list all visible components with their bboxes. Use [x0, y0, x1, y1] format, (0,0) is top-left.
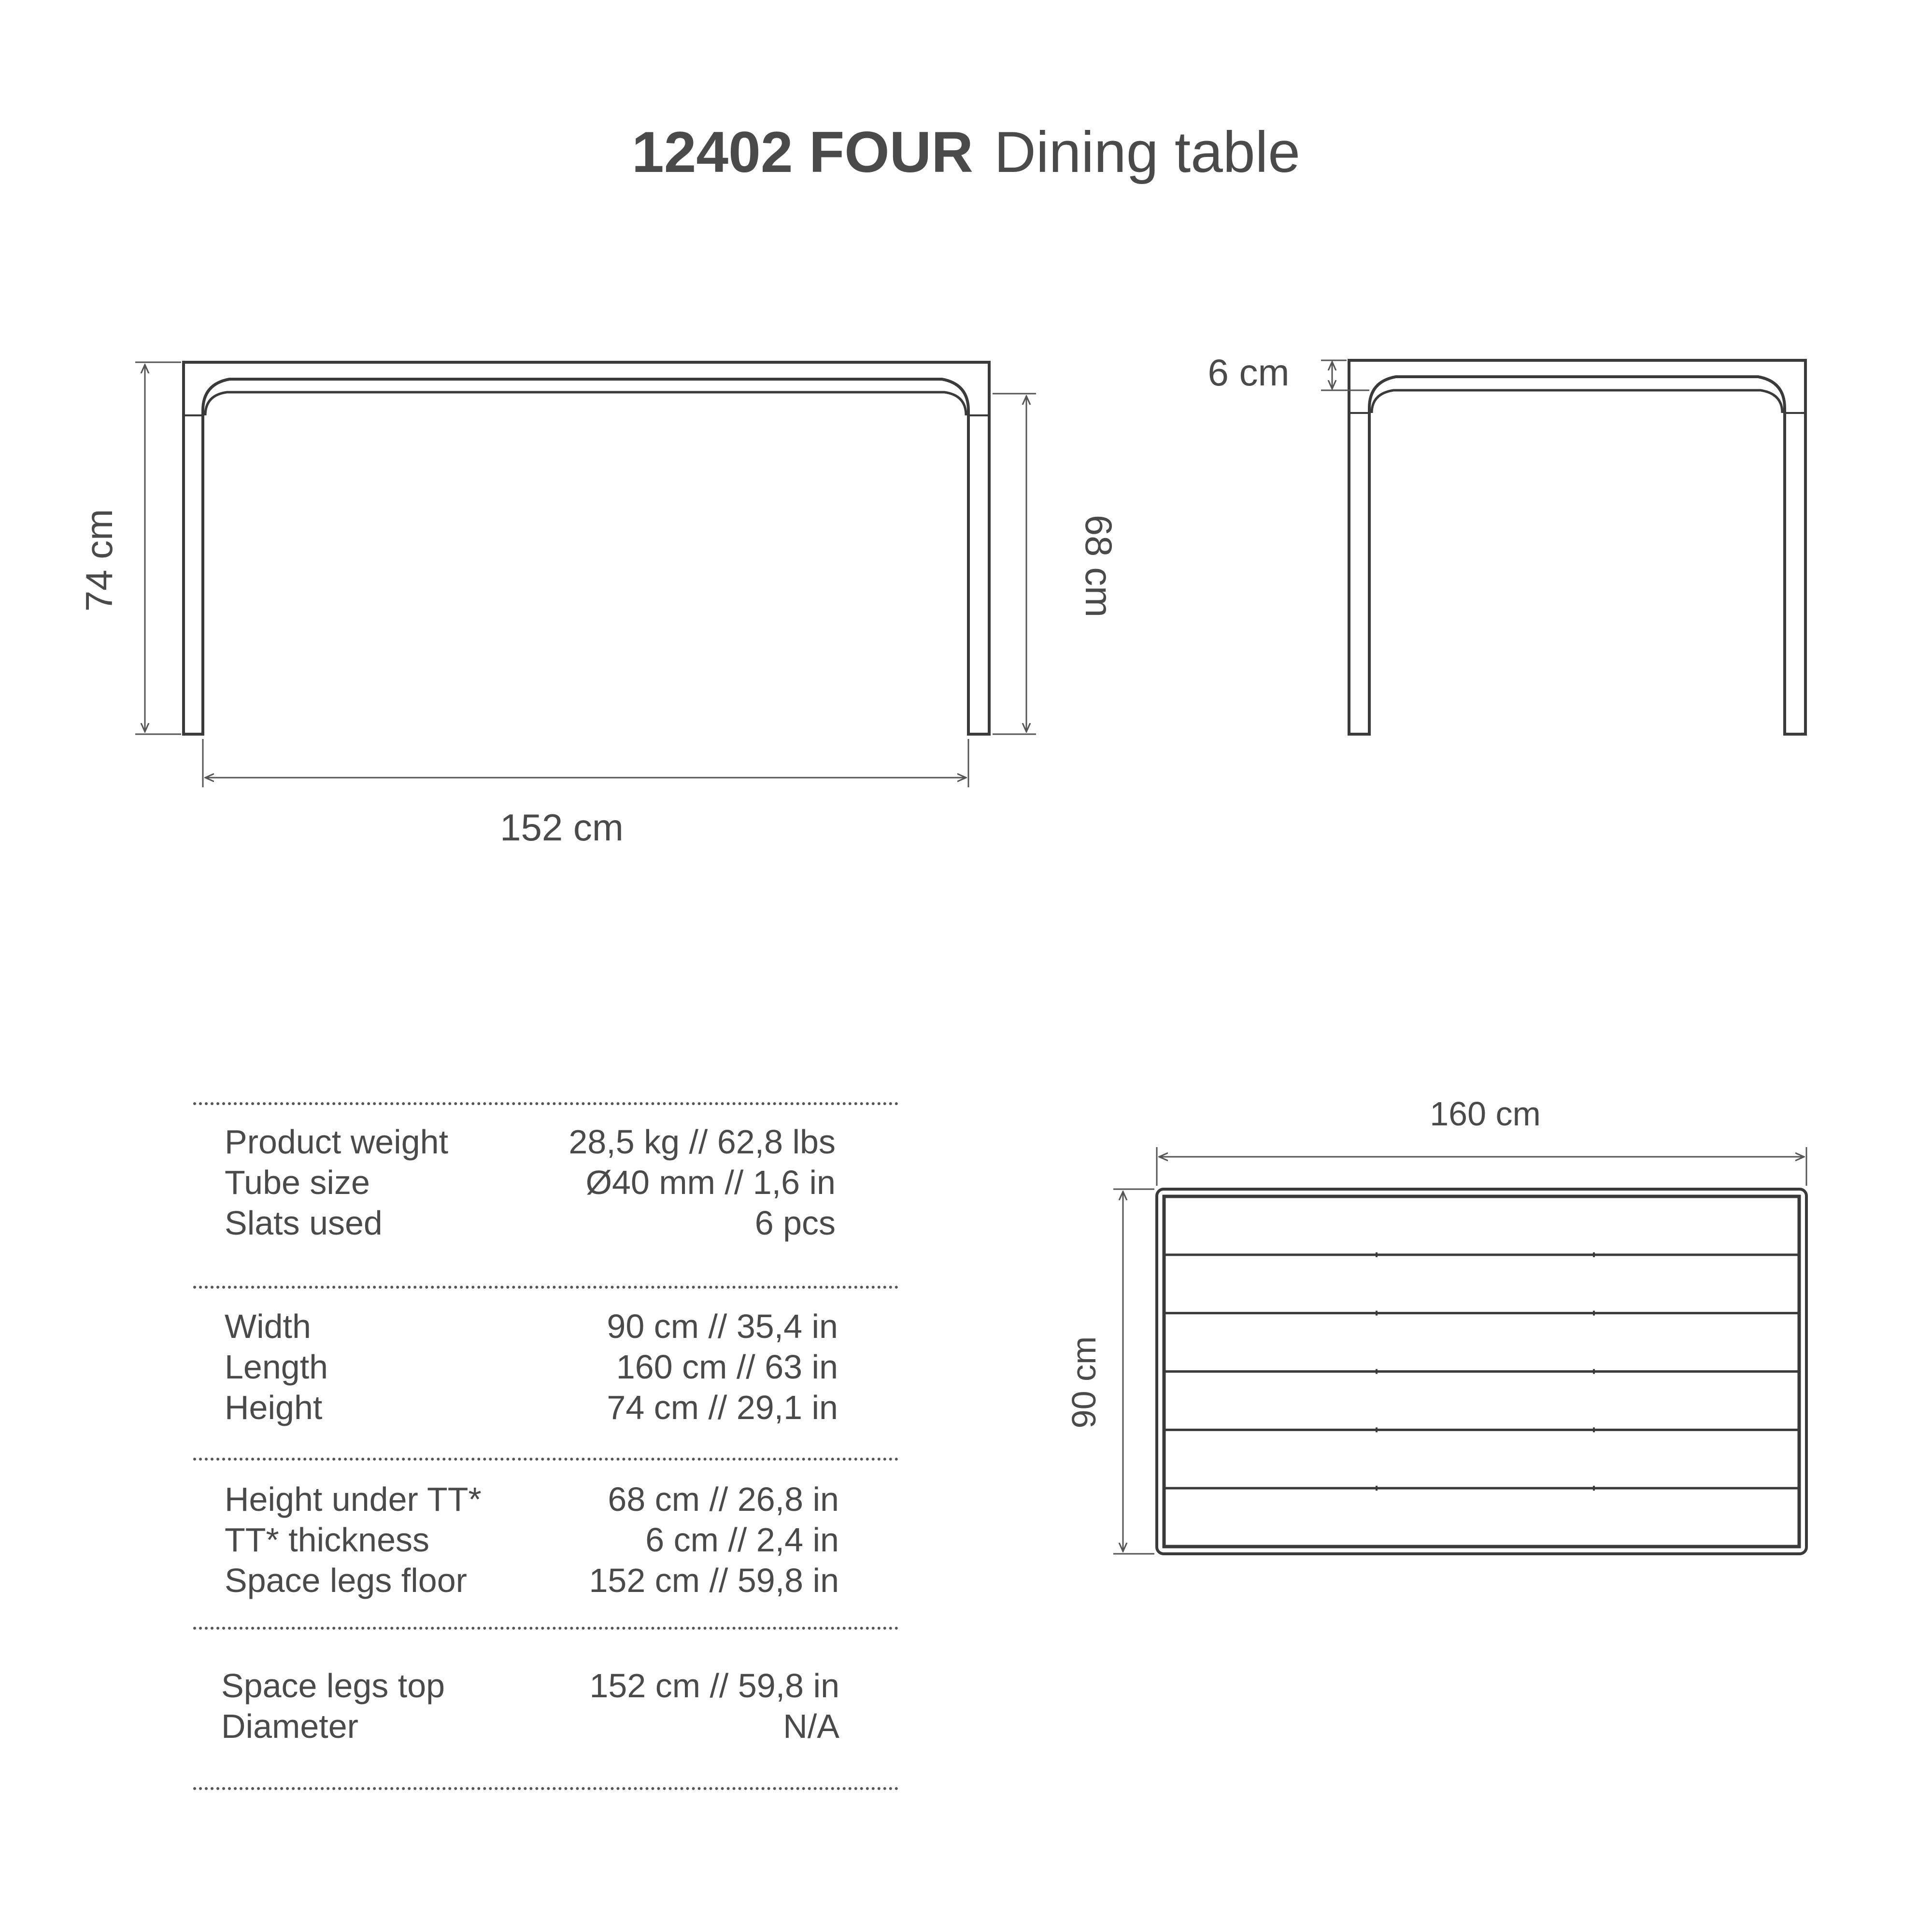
spec-value: 90 cm // 35,4 in: [607, 1307, 838, 1345]
top-view-drawing: [1157, 1189, 1806, 1554]
spec-label: Space legs top: [221, 1667, 445, 1705]
front-height-label: 74 cm: [78, 509, 120, 612]
front-view-drawing: [184, 362, 989, 734]
spec-divider: [193, 1458, 898, 1461]
product-name: Dining table: [994, 120, 1301, 185]
spec-label: Height under TT*: [225, 1480, 482, 1518]
spec-value: N/A: [783, 1707, 839, 1745]
spec-value: 152 cm // 59,8 in: [589, 1562, 839, 1599]
product-code: 12402 FOUR: [631, 120, 973, 185]
spec-label: Length: [225, 1348, 328, 1386]
side-view-inner-rail: [1372, 390, 1782, 413]
spec-row: [225, 1560, 839, 1601]
side-view-dimensions: [1321, 360, 1369, 390]
spec-divider: [193, 1286, 898, 1289]
spec-value: 152 cm // 59,8 in: [589, 1667, 839, 1705]
spec-value: 6 cm // 2,4 in: [645, 1521, 839, 1559]
spec-value: 68 cm // 26,8 in: [608, 1480, 839, 1518]
spec-row: [225, 1387, 838, 1428]
spec-row: [225, 1520, 839, 1560]
front-width-label: 152 cm: [500, 806, 624, 849]
spec-label: Diameter: [221, 1707, 358, 1745]
spec-row: [221, 1706, 839, 1747]
spec-divider: [193, 1627, 898, 1630]
top-width-label: 90 cm: [1065, 1336, 1103, 1429]
spec-label: Space legs floor: [225, 1562, 467, 1599]
spec-row: [225, 1306, 838, 1347]
spec-label: Width: [225, 1307, 311, 1345]
side-view-drawing: [1349, 360, 1805, 734]
spec-value: 160 cm // 63 in: [616, 1348, 838, 1386]
slat-dividers: [1164, 1252, 1799, 1491]
spec-divider: [193, 1787, 898, 1790]
front-view-dimensions: [135, 362, 1036, 787]
spec-row: [225, 1162, 836, 1203]
spec-value: 28,5 kg // 62,8 lbs: [568, 1123, 836, 1161]
spec-value: Ø40 mm // 1,6 in: [585, 1164, 836, 1201]
spec-label: TT* thickness: [225, 1521, 429, 1559]
spec-row: [225, 1479, 839, 1520]
spec-label: Tube size: [225, 1164, 370, 1201]
spec-label: Product weight: [225, 1123, 449, 1161]
spec-divider: [193, 1102, 898, 1105]
side-thickness-label: 6 cm: [1208, 351, 1290, 394]
spec-label: Slats used: [225, 1204, 383, 1242]
front-view-inner-rail: [205, 392, 966, 415]
top-length-label: 160 cm: [1430, 1095, 1541, 1133]
spec-label: Height: [225, 1389, 323, 1426]
spec-value: 74 cm // 29,1 in: [607, 1389, 838, 1426]
front-height-under-top-label: 68 cm: [1078, 514, 1120, 618]
spec-row: [225, 1203, 836, 1243]
spec-row: [221, 1665, 839, 1706]
top-view-dimensions: [1113, 1147, 1806, 1554]
spec-row: [225, 1122, 836, 1162]
side-view-frame: [1349, 360, 1805, 734]
spec-value: 6 pcs: [754, 1204, 836, 1242]
front-view-frame: [184, 362, 989, 734]
spec-row: [225, 1347, 838, 1387]
